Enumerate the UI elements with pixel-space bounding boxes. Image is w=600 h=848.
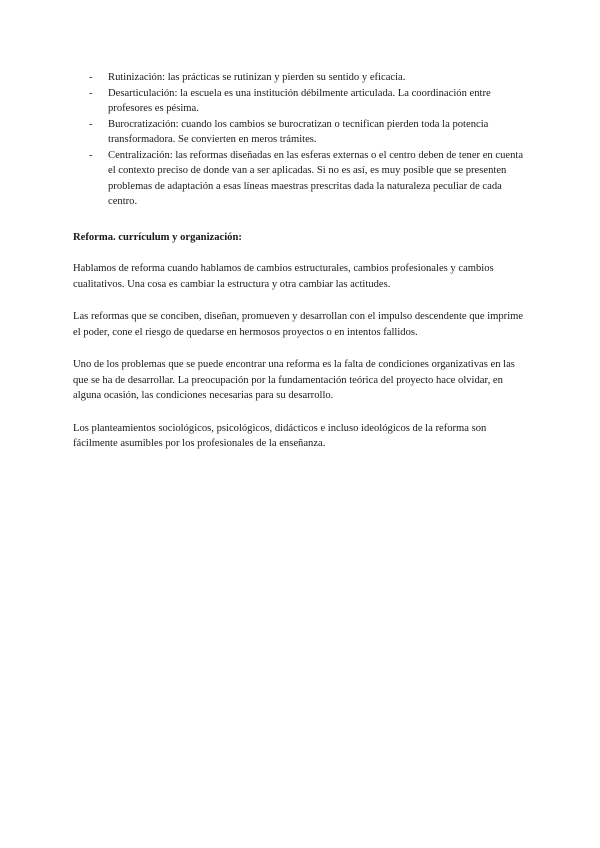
document-body	[73, 70, 528, 452]
section-heading: Reforma. currículum y organización:	[73, 231, 242, 243]
bullet-marker: -	[89, 72, 93, 83]
bullet-text: Centralización: las reformas diseñadas en las esferas externas o el centro deben de tener en cuenta el contexto preciso de donde van a ser aplicadas. Si no es así, es muy posible que se presenten problemas de adaptación a esas líneas maestras prescritas dada la naturaleza peculiar de cada centro.	[108, 149, 524, 207]
bullet-marker: -	[89, 149, 93, 161]
bullet-text: Rutinización: las prácticas se rutinizan y pierden su sentido y eficacia.	[108, 72, 406, 83]
bullet-marker: -	[89, 118, 93, 130]
paragraph: Uno de los problemas que se puede encontrar una reforma es la falta de condiciones organizativas en las que se ha de desarrollar. La preocupación por la fundamentación teórica del proyecto hace olvidar, en alguna ocasión, las condiciones necesarias para su desarrollo.	[73, 359, 515, 401]
bullet-list	[73, 70, 528, 210]
bullet-item-desarticulacion	[73, 86, 528, 117]
paragraph: Las reformas que se conciben, diseñan, promueven y desarrollan con el impulso descendente que imprime el poder, cone el riesgo de quedarse en hermosos proyectos o en intentos fallidos.	[73, 311, 524, 338]
bullet-item-centralizacion	[73, 148, 528, 210]
bullet-text: Desarticulación: la escuela es una institución débilmente articulada. La coordinación entre profesores es pésima.	[108, 87, 491, 114]
bullet-item-burocratizacion	[73, 117, 528, 148]
bullet-marker: -	[89, 87, 93, 99]
bullet-item-rutinizacion	[73, 70, 528, 86]
paragraph: Hablamos de reforma cuando hablamos de cambios estructurales, cambios profesionales y cambios cualitativos. Una cosa es cambiar la estructura y otra cambiar las actitudes.	[73, 263, 494, 290]
bullet-text: Burocratización: cuando los cambios se burocratizan o tecnifican pierden toda la potencia transformadora. Se convierten en meros trámites.	[108, 118, 489, 145]
paragraph: Los planteamientos sociológicos, psicológicos, didácticos e incluso ideológicos de la reforma son fácilmente asumibles por los profesionales de la enseñanza.	[73, 422, 487, 449]
